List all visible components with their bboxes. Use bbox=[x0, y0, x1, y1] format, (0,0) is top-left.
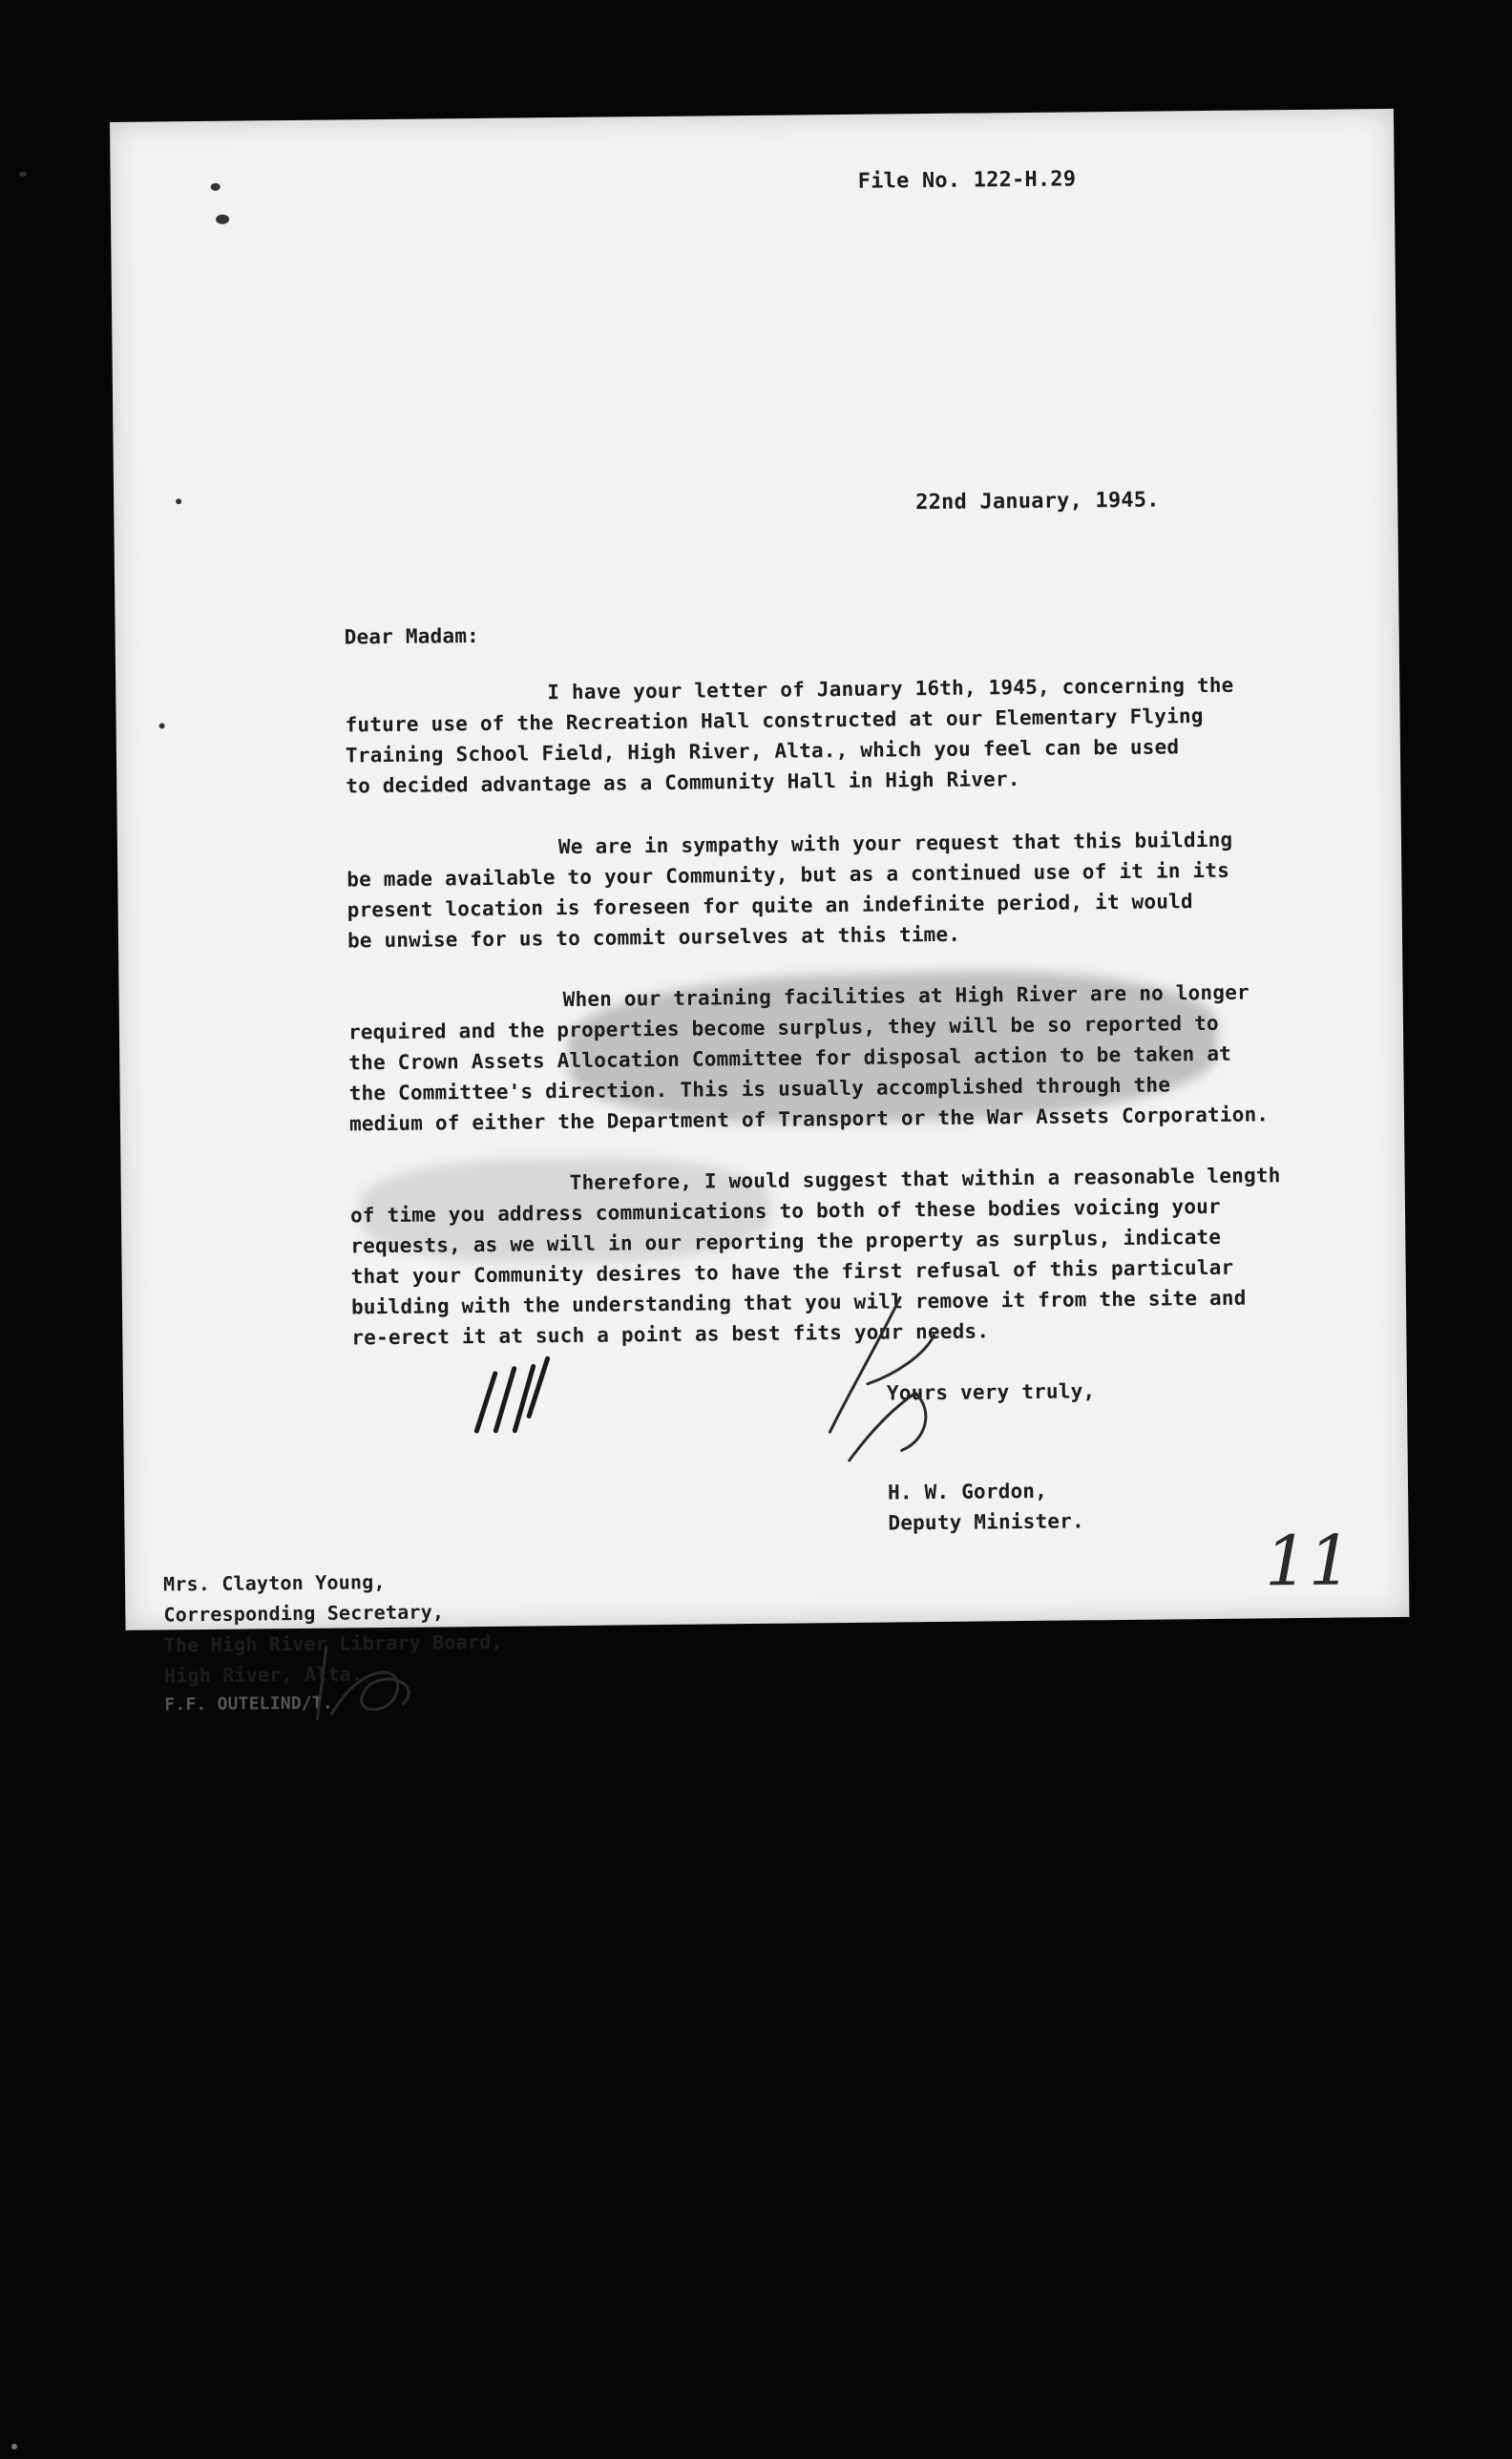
text-line: requests, as we will in our reporting the property as surplus, indicate bbox=[350, 1225, 1222, 1258]
closing: Yours very truly, bbox=[886, 1379, 1096, 1405]
signatory-name: H. W. Gordon, bbox=[887, 1479, 1048, 1504]
scan-speck bbox=[11, 2444, 17, 2449]
hatch-mark bbox=[467, 1358, 554, 1436]
handwritten-initials bbox=[809, 1278, 964, 1471]
text-line: of time you address communications to both of these bodies voicing your bbox=[349, 1194, 1221, 1228]
text-line: to decided advantage as a Community Hall in High River. bbox=[346, 767, 1020, 798]
page-mark-text: 11 bbox=[1264, 1520, 1353, 1602]
address-line: High River, Alta. bbox=[163, 1662, 364, 1688]
reference-initials: F.F. OUTELIND/T. bbox=[164, 1692, 334, 1715]
address-line: The High River Library Board, bbox=[163, 1629, 503, 1657]
signatory-title: Deputy Minister. bbox=[888, 1509, 1085, 1535]
text-line: I have your letter of January 16th, 1945, concerning the bbox=[547, 673, 1234, 704]
address-line: Mrs. Clayton Young, bbox=[162, 1570, 386, 1596]
letter-date: 22nd January, 1945. bbox=[915, 488, 1160, 515]
handwritten-scribble bbox=[298, 1628, 432, 1724]
text-line: We are in sympathy with your request that this building bbox=[557, 828, 1233, 859]
paper-speck bbox=[176, 498, 181, 504]
text-line: building with the understanding that you will remove it from the site and bbox=[350, 1286, 1247, 1319]
address-line: Corresponding Secretary, bbox=[163, 1600, 445, 1627]
text-line: the Crown Assets Allocation Committee for disposal action to be taken at bbox=[348, 1041, 1232, 1075]
text-line: be made available to your Community, but as a continued use of it in its bbox=[346, 858, 1230, 892]
text-line: be unwise for us to commit ourselves at this time. bbox=[346, 922, 961, 953]
text-line: that your Community desires to have the first refusal of this particular bbox=[350, 1255, 1234, 1289]
paper-speck bbox=[211, 183, 220, 191]
text-line: Training School Field, High River, Alta., which you feel can be used bbox=[345, 735, 1180, 767]
letter-page bbox=[110, 109, 1409, 1715]
text-line: Therefore, I would suggest that within a reasonable length bbox=[569, 1164, 1281, 1195]
file-number: File No. 122-H.29 bbox=[857, 167, 1077, 194]
text-line: medium of either the Department of Transport or the War Assets Corporation. bbox=[348, 1103, 1270, 1136]
text-line: future use of the Recreation Hall constructed at our Elementary Flying bbox=[345, 704, 1204, 737]
text-line: present location is foreseen for quite an indefinite period, it would bbox=[346, 890, 1193, 922]
text-line: re-erect it at such a point as best fits your needs. bbox=[351, 1319, 990, 1350]
handwritten-page-mark bbox=[1260, 1513, 1353, 1602]
text-line: required and the properties become surplus, they will be so reported to bbox=[347, 1011, 1219, 1044]
salutation: Dear Madam: bbox=[344, 623, 480, 649]
text-line: When our training facilities at High River are no longer bbox=[562, 980, 1250, 1012]
paper-speck bbox=[216, 215, 229, 224]
scan-speck bbox=[19, 172, 27, 177]
paper-speck bbox=[159, 723, 165, 728]
text-line: the Committee's direction. This is usually accomplished through the bbox=[348, 1073, 1171, 1105]
